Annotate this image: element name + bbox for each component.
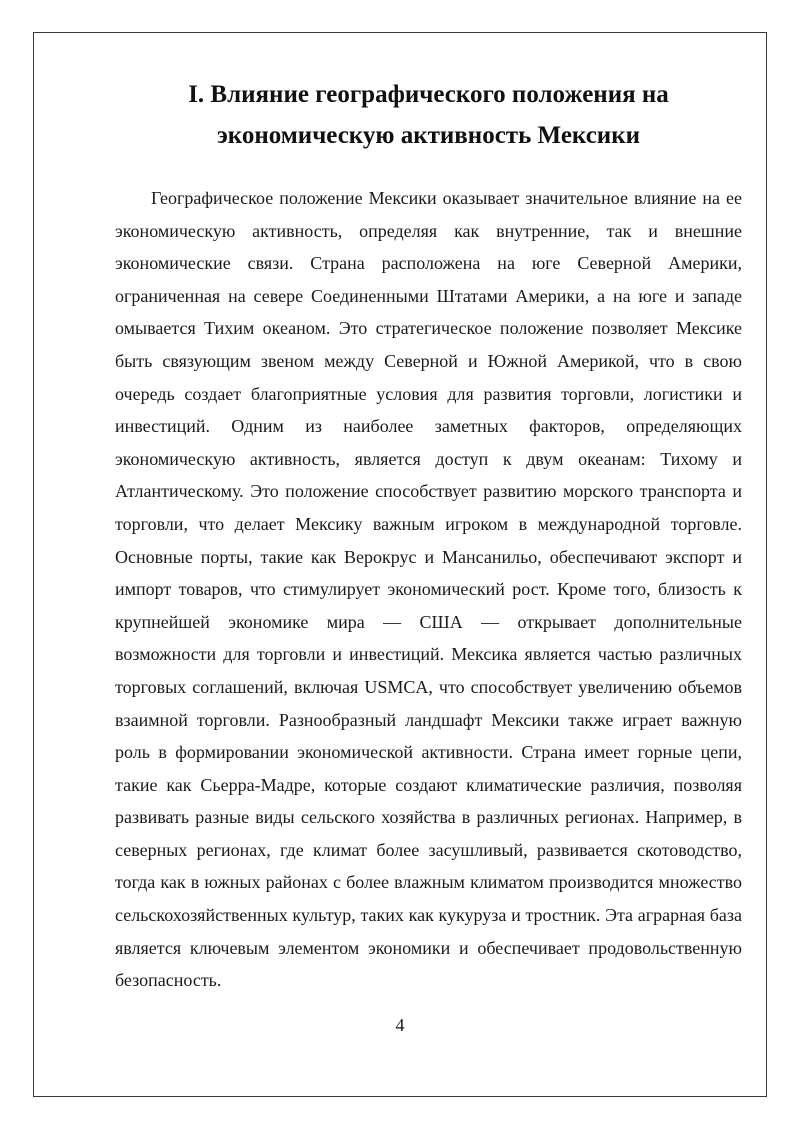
section-heading-line-2: экономическую активность Мексики <box>216 122 641 149</box>
page-content <box>115 74 742 997</box>
section-heading <box>115 74 742 156</box>
body-paragraph: Географическое положение Мексики оказывает значительное влияние на ее экономическую активность, определяя как внутренние, так и внешние экономические связи. Страна расположена на юге Северной Америки, ограниченная на севере Соединенными Штатами Америки, а на юге и западе омывается Тихим океаном. Это стратегическое положение позволяет Мексике быть связующим звеном между Северной и Южной Америкой, что в свою очередь создает благоприятные условия для развития торговли, логистики и инвестиций. Одним из наиболее заметных факторов, определяющих экономическую активность, является доступ к двум океанам: Тихому и Атлантическому. Это положение способствует развитию морского транспорта и торговли, что делает Мексику важным игроком в международной торговле. Основные порты, такие как Верокрус и Мансанильо, обеспечивают экспорт и импорт товаров, что стимулирует экономический рост. Кроме того, близость к крупнейшей экономике мира — США — открывает дополнительные возможности для торговли и инвестиций. Мексика является частью различных торговых соглашений, включая USMCA, что способствует увеличению объемов взаимной торговли. Разнообразный ландшафт Мексики также играет важную роль в формировании экономической активности. Страна имеет горные цепи, такие как Сьерра-Мадре, которые создают климатические различия, позволяя развивать разные виды сельского хозяйства в различных регионах. Например, в северных регионах, где климат более засушливый, развивается скотоводство, тогда как в южных районах с более влажным климатом производится множество сельскохозяйственных культур, таких как кукуруза и тростник. Эта аграрная база является ключевым элементом экономики и обеспечивает продовольственную безопасность. <box>115 188 742 991</box>
section-heading-line-1: I. Влияние географического положения на <box>188 81 669 108</box>
page-number: 4 <box>395 1015 405 1035</box>
